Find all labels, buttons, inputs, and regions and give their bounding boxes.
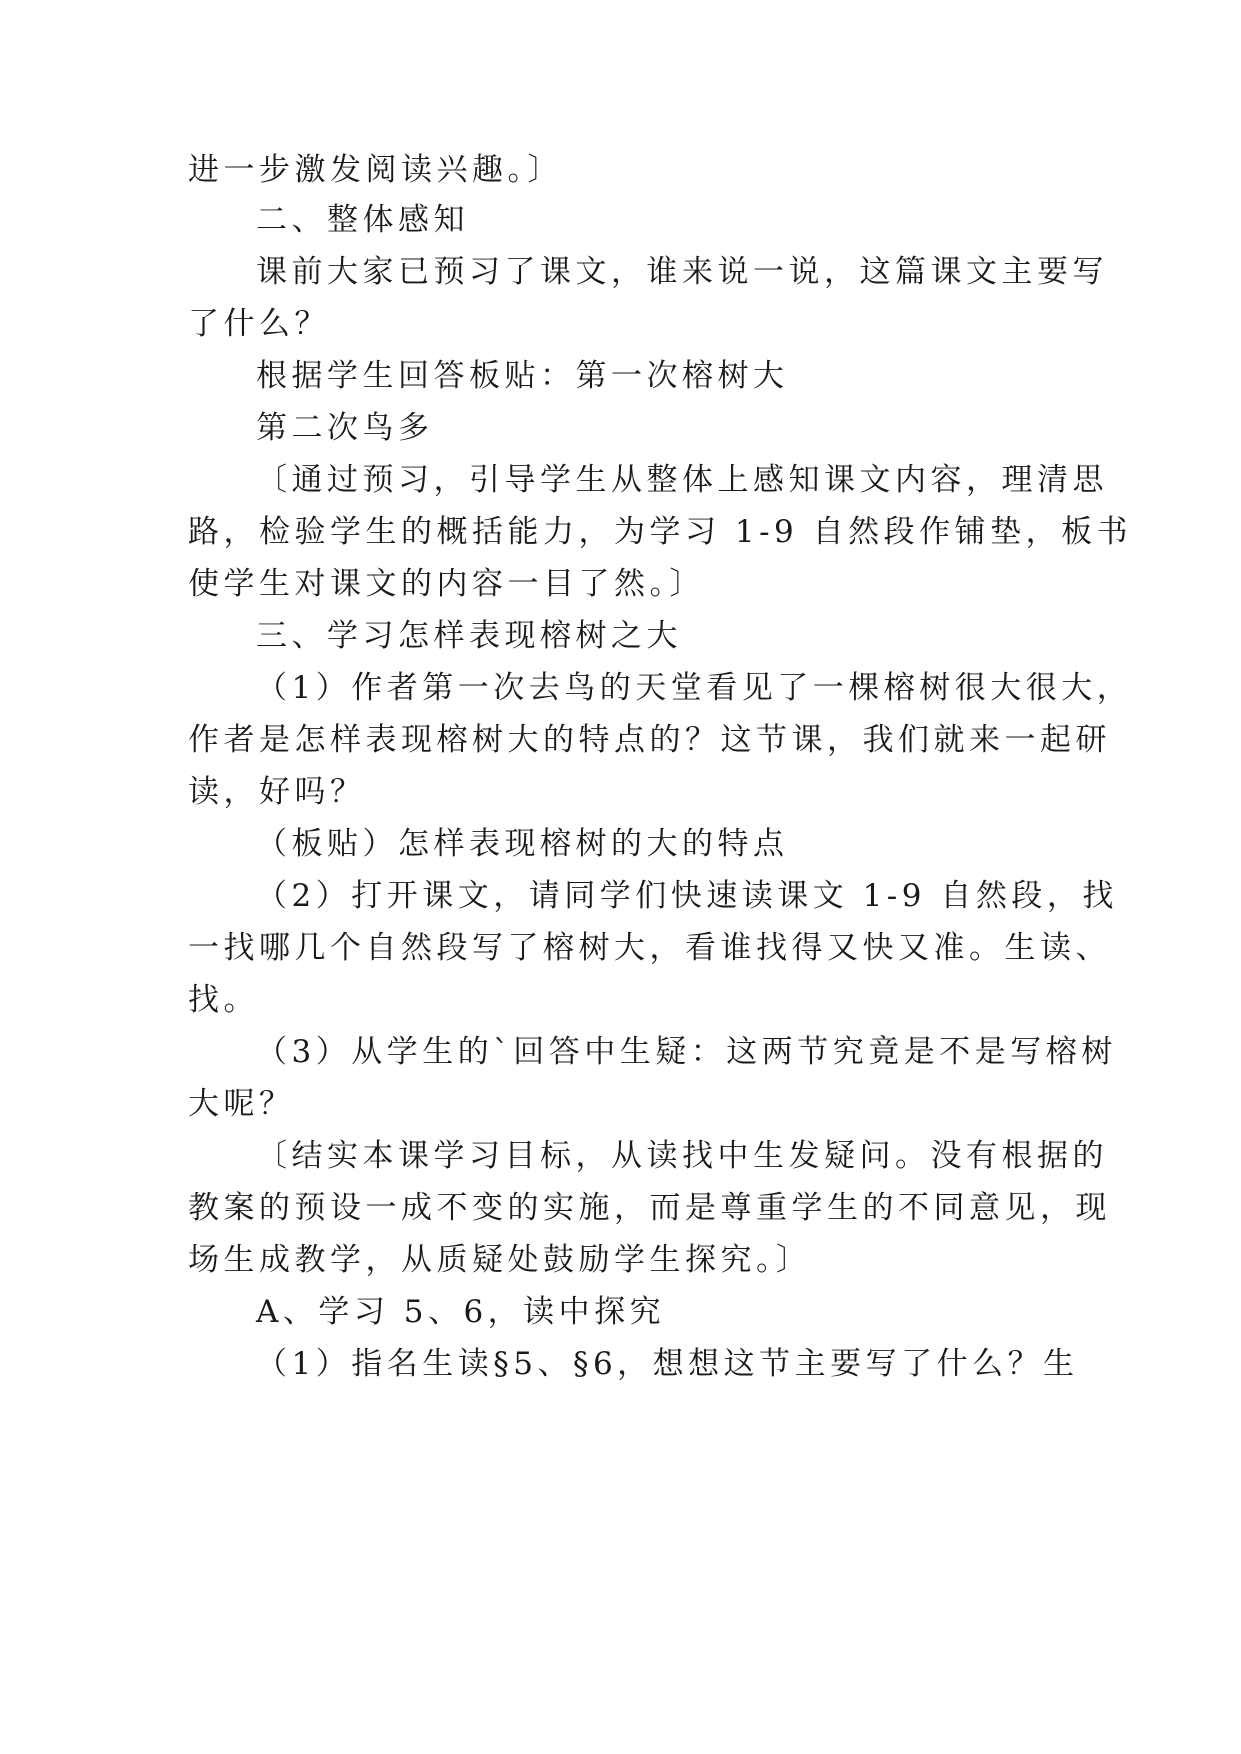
text-line: 了什么？ — [188, 306, 330, 342]
text-line: 第二次鸟多 — [256, 410, 434, 446]
text-line: （板贴）怎样表现榕树的大的特点 — [256, 826, 789, 862]
text-line: 读，好吗？ — [188, 774, 366, 810]
text-line: 使学生对课文的内容一目了然。〕 — [188, 566, 705, 602]
section-heading: A、学习 5、6，读中探究 — [256, 1294, 666, 1330]
section-heading: 三、学习怎样表现榕树之大 — [256, 618, 682, 654]
text-line: 大呢？ — [188, 1086, 295, 1122]
text-line: （3）从学生的`回答中生疑：这两节究竟是不是写榕树 — [256, 1034, 1117, 1070]
section-heading: 二、整体感知 — [256, 202, 469, 238]
text-line: 一找哪几个自然段写了榕树大，看谁找得又快又准。生读、 — [188, 930, 1111, 966]
text-line: 找。 — [188, 982, 259, 1018]
text-line: （2）打开课文，请同学们快速读课文 1-9 自然段，找 — [256, 878, 1118, 914]
text-line: 教案的预设一成不变的实施，而是尊重学生的不同意见，现 — [188, 1190, 1111, 1226]
text-line: 根据学生回答板贴：第一次榕树大 — [256, 358, 789, 394]
text-line: （1）作者第一次去鸟的天堂看见了一棵榕树很大很大， — [256, 670, 1133, 706]
text-line: （1）指名生读§5、§6，想想这节主要写了什么？生 — [256, 1346, 1079, 1382]
text-line: 场生成教学，从质疑处鼓励学生探究。〕 — [188, 1242, 812, 1278]
text-line: 路，检验学生的概括能力，为学习 1-9 自然段作铺垫，板书 — [188, 514, 1133, 550]
text-line: 课前大家已预习了课文，谁来说一说，这篇课文主要写 — [256, 254, 1108, 290]
text-line: 进一步激发阅读兴趣。〕 — [188, 152, 563, 188]
text-line: 〔结实本课学习目标，从读找中生发疑问。没有根据的 — [256, 1138, 1108, 1174]
text-line: 作者是怎样表现榕树大的特点的？这节课，我们就来一起研 — [188, 722, 1111, 758]
text-line: 〔通过预习，引导学生从整体上感知课文内容，理清思 — [256, 462, 1108, 498]
